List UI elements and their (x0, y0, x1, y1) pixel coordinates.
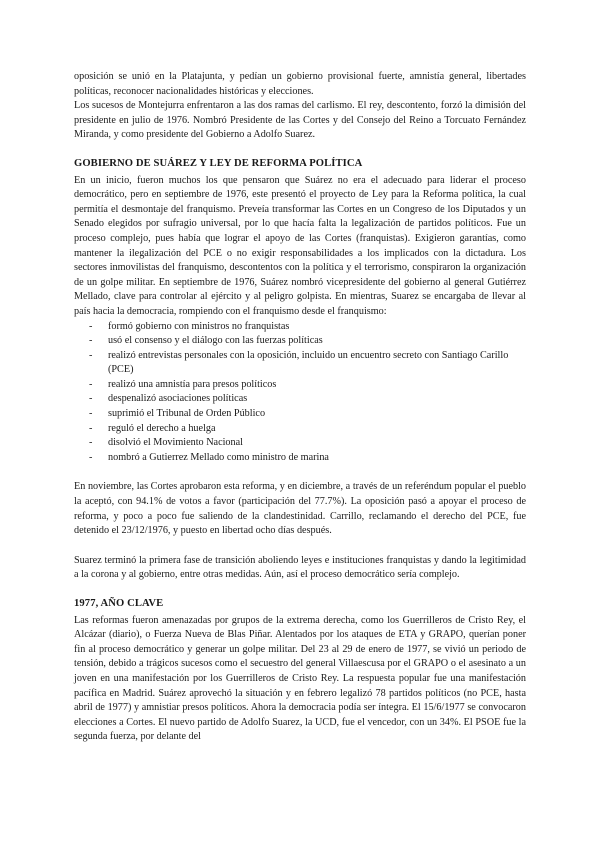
intro-paragraph-1: oposición se unió en la Platajunta, y pedían un gobierno provisional fuerte, amnistía general, libertades políticas, reconocer nacionalidades históricas y elecciones. (74, 71, 526, 97)
list-item-text: despenalizó asociaciones políticas (108, 393, 248, 405)
paragraph-spacer (74, 465, 526, 480)
list-item-text: suprimió el Tribunal de Orden Público (108, 408, 266, 420)
section-heading-suarez: GOBIERNO DE SUÁREZ Y LEY DE REFORMA POLÍTICA (74, 157, 363, 169)
list-item (74, 451, 526, 466)
bullet-dash: - (89, 378, 93, 390)
list-item-text: realizó entrevistas personales con la oposición, incluido un encuentro secreto con Santiago Carillo (PCE) (108, 349, 509, 376)
section1-paragraph-3: Suarez terminó la primera fase de transición aboliendo leyes e instituciones franquistas y dando la legitimidad a la corona y al gobierno, entre otras medidas. Aún, así el proceso democrático sería complejo. (74, 554, 526, 581)
section2-paragraph-1: Las reformas fueron amenazadas por grupos de la extrema derecha, como los Guerrilleros de Cristo Rey, el Alcázar (diario), o Fuerza Nueva de Blas Piñar. Alentados por los ataques de ETA y GRAPO, querían poner fin al proceso democrático y generar un golpe militar. Del 23 al 29 de enero de 1977, se vivió un periodo de tensión, debido a trágicos sucesos como el secuestro del general Villaescusa por el GRAPO o el asesinato a un joven en una manifestación por los Guerrilleros de Cristo Rey. La respuesta popular fue una manifestación pacífica en Madrid. Suárez aprovechó la situación y en febrero legalizó 78 partidos políticos (no PCE, hasta abril de 1977) y amnistiar presos políticos. Ahora la democracia podía ser íntegra. El 15/6/1977 se convocaron elecciones a Cortes. El nuevo partido de Adolfo Suarez, la UCD, fue el vencedor, con un 34%. El PSOE fue la segunda fuerza, por delante del (74, 614, 526, 743)
paragraph-spacer (74, 539, 526, 554)
section1-paragraph-1: En un inicio, fueron muchos los que pensaron que Suárez no era el adecuado para liderar el proceso democrático, pero en septiembre de 1976, este presentó el proyecto de Ley para la Reforma política, la cual permitía el desmontaje del franquismo. Preveía transformar las Cortes en un Congreso de los Diputados y un Senado elegidos por sufragio universal, por lo que hacía falta la legalización de partidos políticos. Fue un proceso complejo, pues había que lograr el apoyo de las Cortes (franquistas). Exigieron garantías, como mantener la ilegalización del PCE o no exigir responsabilidades a los implicados con la dictadura. Los sectores inmovilistas del franquismo, descontentos con la política y el terrorismo, conspiraron la organización de un golpe militar. En septiembre de 1976, Suárez nombró vicepresidente del gobierno al general Gutiérrez Mellado, clave para controlar al ejército y al peligro golpista. En mientras, Suarez se encargaba de llevar al país hacia la democracia, rompiendo con el franquismo desde el franquismo: (74, 174, 526, 317)
bullet-dash: - (89, 408, 93, 420)
list-item-text: nombró a Gutierrez Mellado como ministro de marina (108, 451, 329, 463)
bullet-dash: - (89, 451, 93, 463)
list-item-text: formó gobierno con ministros no franquistas (108, 320, 290, 332)
list-item (74, 436, 526, 451)
section-heading-1977: 1977, AÑO CLAVE (74, 598, 164, 609)
intro-paragraph-2: Los sucesos de Montejurra enfrentaron a las dos ramas del carlismo. El rey, descontento, forzó la dimisión del presidente en julio de 1976. Nombró Presidente de las Cortes y del Consejo del Reino a Torcuato Fernández Miranda, y como presidente del Gobierno a Adolfo Suarez. (74, 100, 526, 141)
bullet-dash: - (89, 349, 93, 361)
list-item (74, 407, 526, 422)
bullet-dash: - (89, 393, 93, 405)
section1-paragraph-2: En noviembre, las Cortes aprobaron esta reforma, y en diciembre, a través de un referéndum popular el pueblo la aceptó, con 94.1% de votos a favor (participación del 77.7%). La oposición pasó a apoyar el proceso de reforma, y poco a poco fue saliendo de la clandestinidad. Carrillo, reclamando el derecho del PCE, fue detenido el 23/12/1976, y puesto en libertad ocho días después. (74, 481, 526, 537)
bullet-dash: - (89, 335, 93, 347)
list-item-text: disolvió el Movimiento Nacional (108, 437, 243, 449)
list-item (74, 320, 526, 335)
document-page (74, 70, 526, 745)
reform-measures-list (74, 320, 526, 466)
list-item-text: reguló el derecho a huelga (108, 422, 216, 434)
list-item-text: realizó una amnistía para presos políticos (108, 378, 277, 390)
list-item (74, 378, 526, 393)
list-item (74, 334, 526, 349)
bullet-dash: - (89, 320, 93, 332)
list-item (74, 392, 526, 407)
bullet-dash: - (89, 437, 93, 449)
list-item (74, 349, 526, 378)
list-item (74, 422, 526, 437)
bullet-dash: - (89, 422, 93, 434)
list-item-text: usó el consenso y el diálogo con las fuerzas políticas (108, 335, 323, 347)
